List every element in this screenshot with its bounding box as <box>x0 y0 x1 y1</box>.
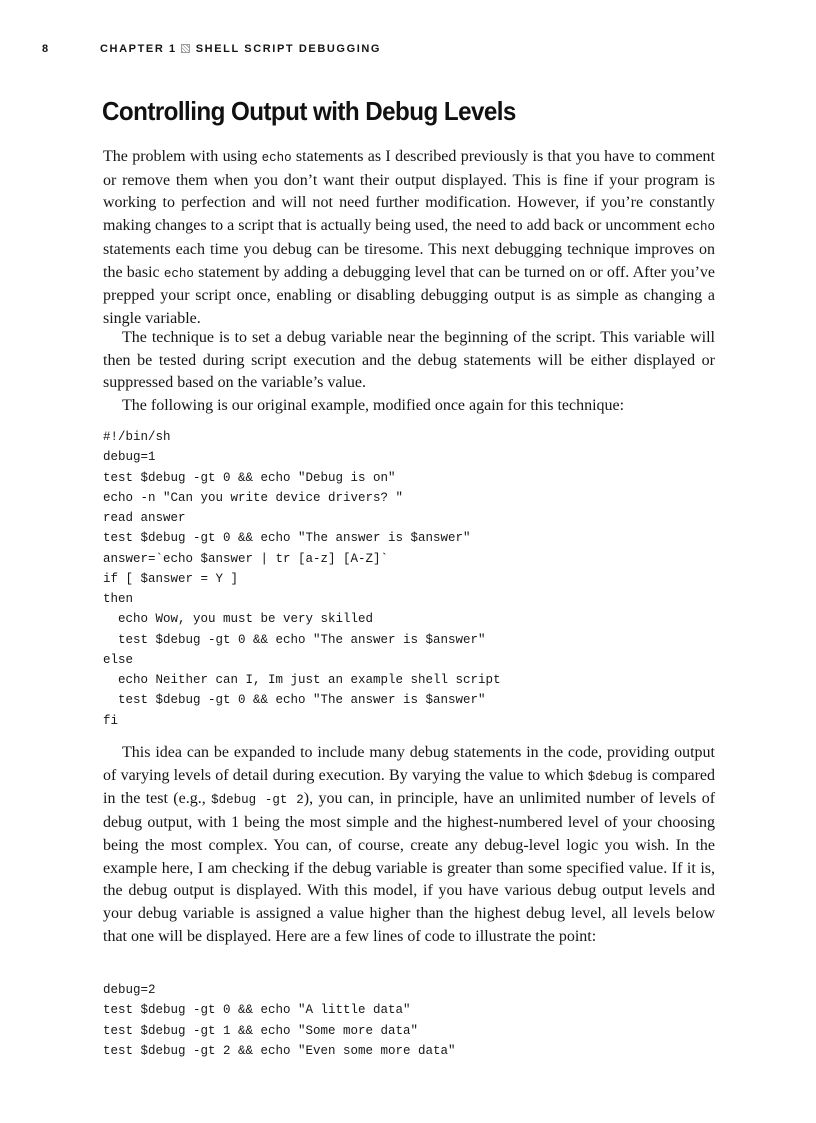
section-title: Controlling Output with Debug Levels <box>102 96 516 126</box>
code-line: debug=1 <box>103 450 156 465</box>
paragraph-text: is compared in the test (e.g., <box>103 766 715 808</box>
code-line: answer=`echo $answer | tr [a-z] [A-Z]` <box>103 551 389 566</box>
code-line: test $debug -gt 0 && echo "The answer is $answer" <box>103 693 486 708</box>
chapter-label: CHAPTER 1 <box>100 43 177 55</box>
code-line: else <box>103 652 134 667</box>
code-line: test $debug -gt 0 && echo "The answer is $answer" <box>103 632 486 647</box>
code-line: echo Wow, you must be very skilled <box>103 612 374 627</box>
chapter-title: SHELL SCRIPT DEBUGGING <box>195 43 382 55</box>
paragraph-text: statement by adding a debugging level that can be turned on or off. After you’ve prepped your script once, enabling or disabling debugging output is as simple as changing a single variable. <box>103 263 716 327</box>
code-line: echo Neither can I, Im just an example shell script <box>103 673 501 687</box>
paragraph-intro <box>103 146 715 331</box>
code-line: then <box>103 592 134 606</box>
code-line: if [ $answer = Y ] <box>103 571 239 586</box>
inline-code: echo <box>163 266 194 281</box>
code-line: read answer <box>103 511 186 525</box>
inline-code: $debug <box>587 769 633 784</box>
paragraph-text: ), you can, in principle, have an unlimited number of levels of debug output, with 1 being the most simple and the highest-numbered level of your choosing being the most complex. You can, of course, create any debug-level logic you wish. In the example here, I am checking if the debug variable is greater than some specified value. If it is, the debug output is displayed. With this model, if you have various debug output levels and your debug variable is assigned a value higher than the highest debug level, all levels below that one will be displayed. Here are a few lines of code to illustrate the point: <box>103 790 716 945</box>
paragraph-text: This idea can be expanded to include many debug statements in the code, providing output of varying levels of detail during execution. By varying the value to which <box>103 744 715 784</box>
code-block-example <box>103 427 723 731</box>
code-line: fi <box>103 713 119 728</box>
code-line: echo -n "Can you write device drivers? " <box>103 490 404 505</box>
paragraph-text: statements as I described previously is that you have to comment or remove them when you don’t want their output displayed. This is fine if your program is working to perfection and will not need further modification. However, if you’re constantly making changes to a script that is actually being used, the need to add back or uncomment <box>103 148 716 235</box>
inline-code: echo <box>684 220 715 235</box>
paragraph-expanded <box>103 742 715 948</box>
inline-code: echo <box>261 151 292 165</box>
paragraph-text: The problem with using <box>103 148 262 165</box>
inline-code: $debug -gt 2 <box>211 793 304 808</box>
code-line: test $debug -gt 0 && echo "A little data" <box>103 1003 411 1018</box>
paragraph-text: statements each time you debug can be tiresome. This next debugging technique improves on the basic <box>103 240 715 281</box>
code-line: #!/bin/sh <box>103 430 171 444</box>
running-head <box>100 43 381 55</box>
code-line: test $debug -gt 0 && echo "Debug is on" <box>103 470 396 485</box>
code-line: test $debug -gt 0 && echo "The answer is $answer" <box>103 531 471 546</box>
separator-icon <box>181 44 190 53</box>
page-number: 8 <box>42 43 49 55</box>
code-line: test $debug -gt 2 && echo "Even some more data" <box>103 1043 456 1058</box>
paragraph-following: The following is our original example, modified once again for this technique: <box>122 397 625 414</box>
code-line: test $debug -gt 1 && echo "Some more data" <box>103 1023 419 1038</box>
paragraph-technique: The technique is to set a debug variable near the beginning of the script. This variable will then be tested during script execution and the debug statements will be either displayed or suppressed based on the variable’s value. <box>103 329 715 392</box>
code-line: debug=2 <box>103 983 156 997</box>
code-block-levels <box>103 980 723 1061</box>
